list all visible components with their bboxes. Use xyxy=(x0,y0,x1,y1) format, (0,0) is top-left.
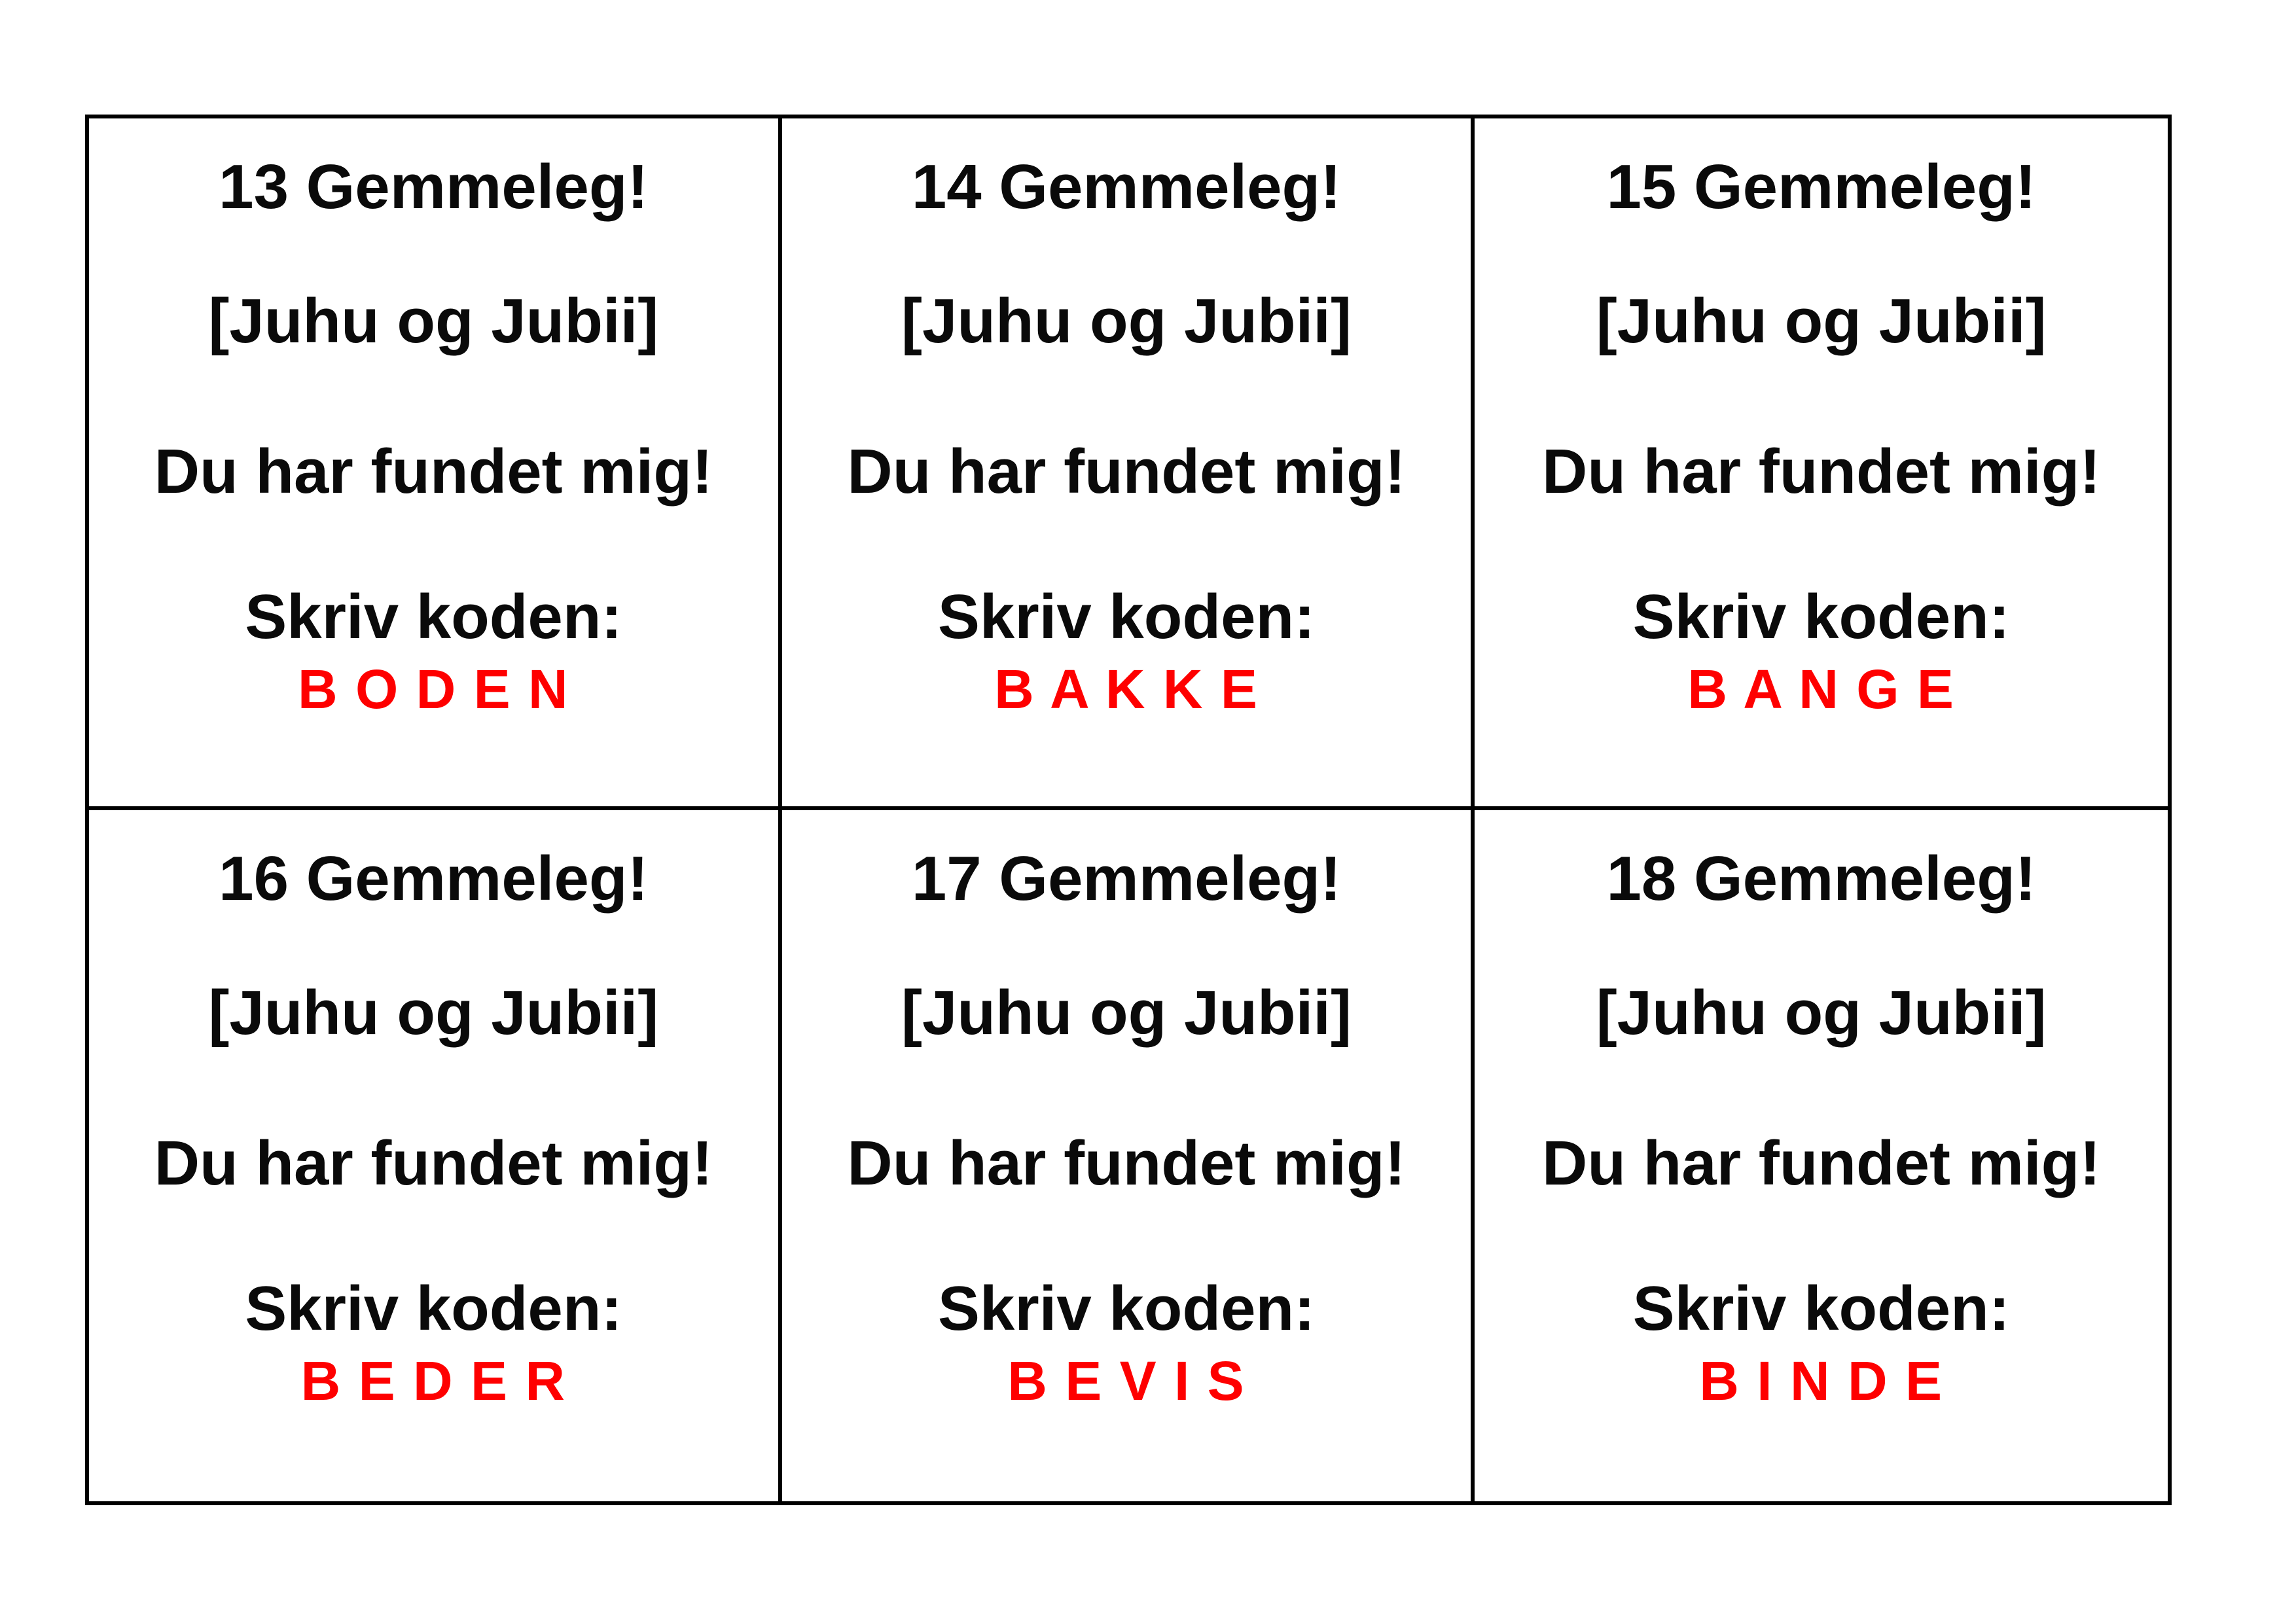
card-names: [Juhu og Jubii] xyxy=(208,286,659,356)
card-16 xyxy=(89,810,782,1502)
card-title: 15 Gemmeleg! xyxy=(1606,152,2036,222)
card-code: B E D E R xyxy=(300,1349,567,1412)
card-code: B I N D E xyxy=(1699,1349,1943,1412)
card-found-message: Du har fundet mig! xyxy=(154,1128,713,1198)
card-18 xyxy=(1475,810,2168,1502)
card-found-message: Du har fundet mig! xyxy=(154,437,713,507)
card-13 xyxy=(89,118,782,810)
card-names: [Juhu og Jubii] xyxy=(1596,977,2047,1048)
card-title: 13 Gemmeleg! xyxy=(219,152,649,222)
card-code-label: Skriv koden: xyxy=(937,582,1316,652)
card-code: B A N G E xyxy=(1687,658,1955,720)
card-names: [Juhu og Jubii] xyxy=(1596,286,2047,356)
card-found-message: Du har fundet mig! xyxy=(1542,1128,2101,1198)
card-code-label: Skriv koden: xyxy=(1632,582,2010,652)
card-14 xyxy=(782,118,1475,810)
cards-table xyxy=(85,115,2172,1505)
card-found-message: Du har fundet mig! xyxy=(847,1128,1406,1198)
card-names: [Juhu og Jubii] xyxy=(901,977,1352,1048)
card-code-label: Skriv koden: xyxy=(1632,1273,2010,1344)
card-names: [Juhu og Jubii] xyxy=(208,977,659,1048)
card-17 xyxy=(782,810,1475,1502)
card-title: 14 Gemmeleg! xyxy=(911,152,1342,222)
card-title: 16 Gemmeleg! xyxy=(219,843,649,914)
card-found-message: Du har fundet mig! xyxy=(847,437,1406,507)
card-title: 18 Gemmeleg! xyxy=(1606,843,2036,914)
card-found-message: Du har fundet mig! xyxy=(1542,437,2101,507)
card-code-label: Skriv koden: xyxy=(937,1273,1316,1344)
card-title: 17 Gemmeleg! xyxy=(911,843,1342,914)
card-code: B E V I S xyxy=(1007,1349,1246,1412)
card-code-label: Skriv koden: xyxy=(245,1273,622,1344)
card-code-label: Skriv koden: xyxy=(245,582,622,652)
card-code: B A K K E xyxy=(994,658,1259,720)
card-code: B O D E N xyxy=(297,658,569,720)
card-names: [Juhu og Jubii] xyxy=(901,286,1352,356)
card-15 xyxy=(1475,118,2168,810)
